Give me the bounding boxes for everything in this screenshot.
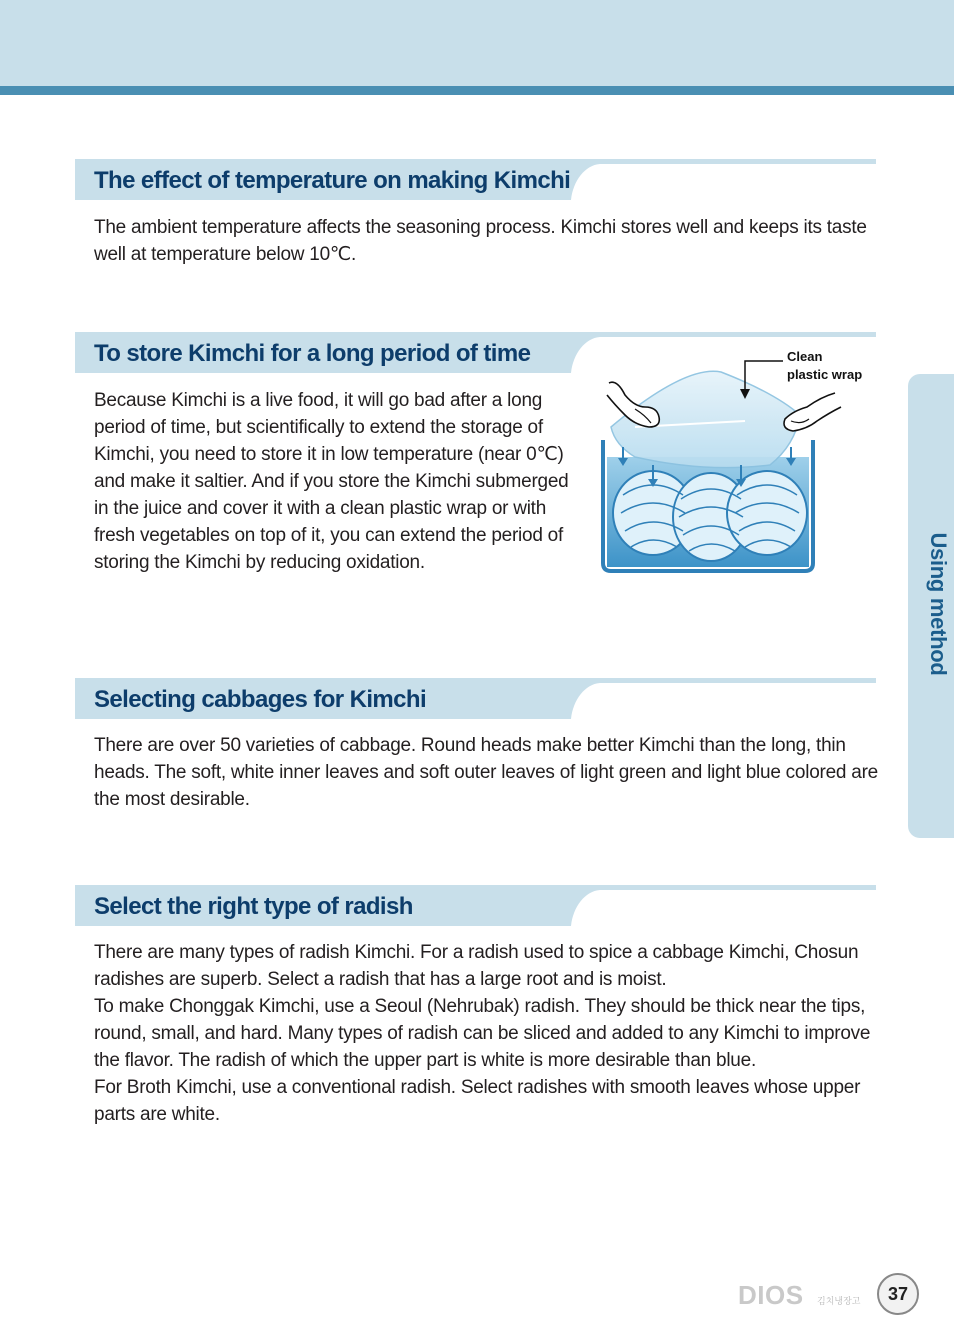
paragraph: Because Kimchi is a live food, it will go bad after a long period of time, but scientifically to extend the storage of Kimchi, you need to store it in low temperature (near 0℃) and make it saltier. And if you store the Kimchi submerged in the juice and cover it with a clean plastic wrap or with fresh vegetables on top of it, you can extend the period of storing the Kimchi by reducing oxidation. [94,390,569,573]
page-number: 37 [877,1273,919,1315]
section-body-radish [94,939,879,1128]
header-band [0,0,954,86]
section-header-temperature [75,159,876,200]
callout-line-1: Clean [787,349,823,364]
paragraph: The ambient temperature affects the seasoning process. Kimchi stores well and keeps its taste well at temperature below 10℃. [94,217,867,265]
chapter-label: Using method [926,532,951,676]
section-body-storage [94,387,569,576]
section-body-cabbages [94,732,879,813]
chapter-side-tab [908,374,954,838]
brand-logo: DIOS [738,1280,804,1310]
section-header-cabbages [75,678,876,719]
section-heading: Selecting cabbages for Kimchi [94,686,427,713]
section-heading: Select the right type of radish [94,893,413,920]
section-body-temperature [94,214,874,268]
paragraph: To make Chonggak Kimchi, use a Seoul (Nehrubak) radish. They should be thick near the tips, round, small, and hard. Many types of radish can be sliced and added to any Kimchi to improve the flavor. The radish of which the upper part is white is more desirable than blue. [94,996,871,1071]
brand-subtitle: 김치냉장고 [817,1296,861,1306]
header-rule [0,86,954,95]
paragraph: There are over 50 varieties of cabbage. Round heads make better Kimchi than the long, thin heads. The soft, white inner leaves and soft outer leaves of light green and light blue colored are the most desirable. [94,735,878,810]
plastic-wrap-callout [787,348,862,384]
kimchi-container-illustration [595,345,880,577]
section-heading: To store Kimchi for a long period of time [94,340,531,367]
section-heading: The effect of temperature on making Kimchi [94,167,571,194]
paragraph: For Broth Kimchi, use a conventional radish. Select radishes with smooth leaves whose upper parts are white. [94,1077,861,1125]
paragraph: There are many types of radish Kimchi. For a radish used to spice a cabbage Kimchi, Chosun radishes are superb. Select a radish that has a large root and is moist. [94,942,859,990]
callout-line-2: plastic wrap [787,367,863,382]
section-header-radish [75,885,876,926]
